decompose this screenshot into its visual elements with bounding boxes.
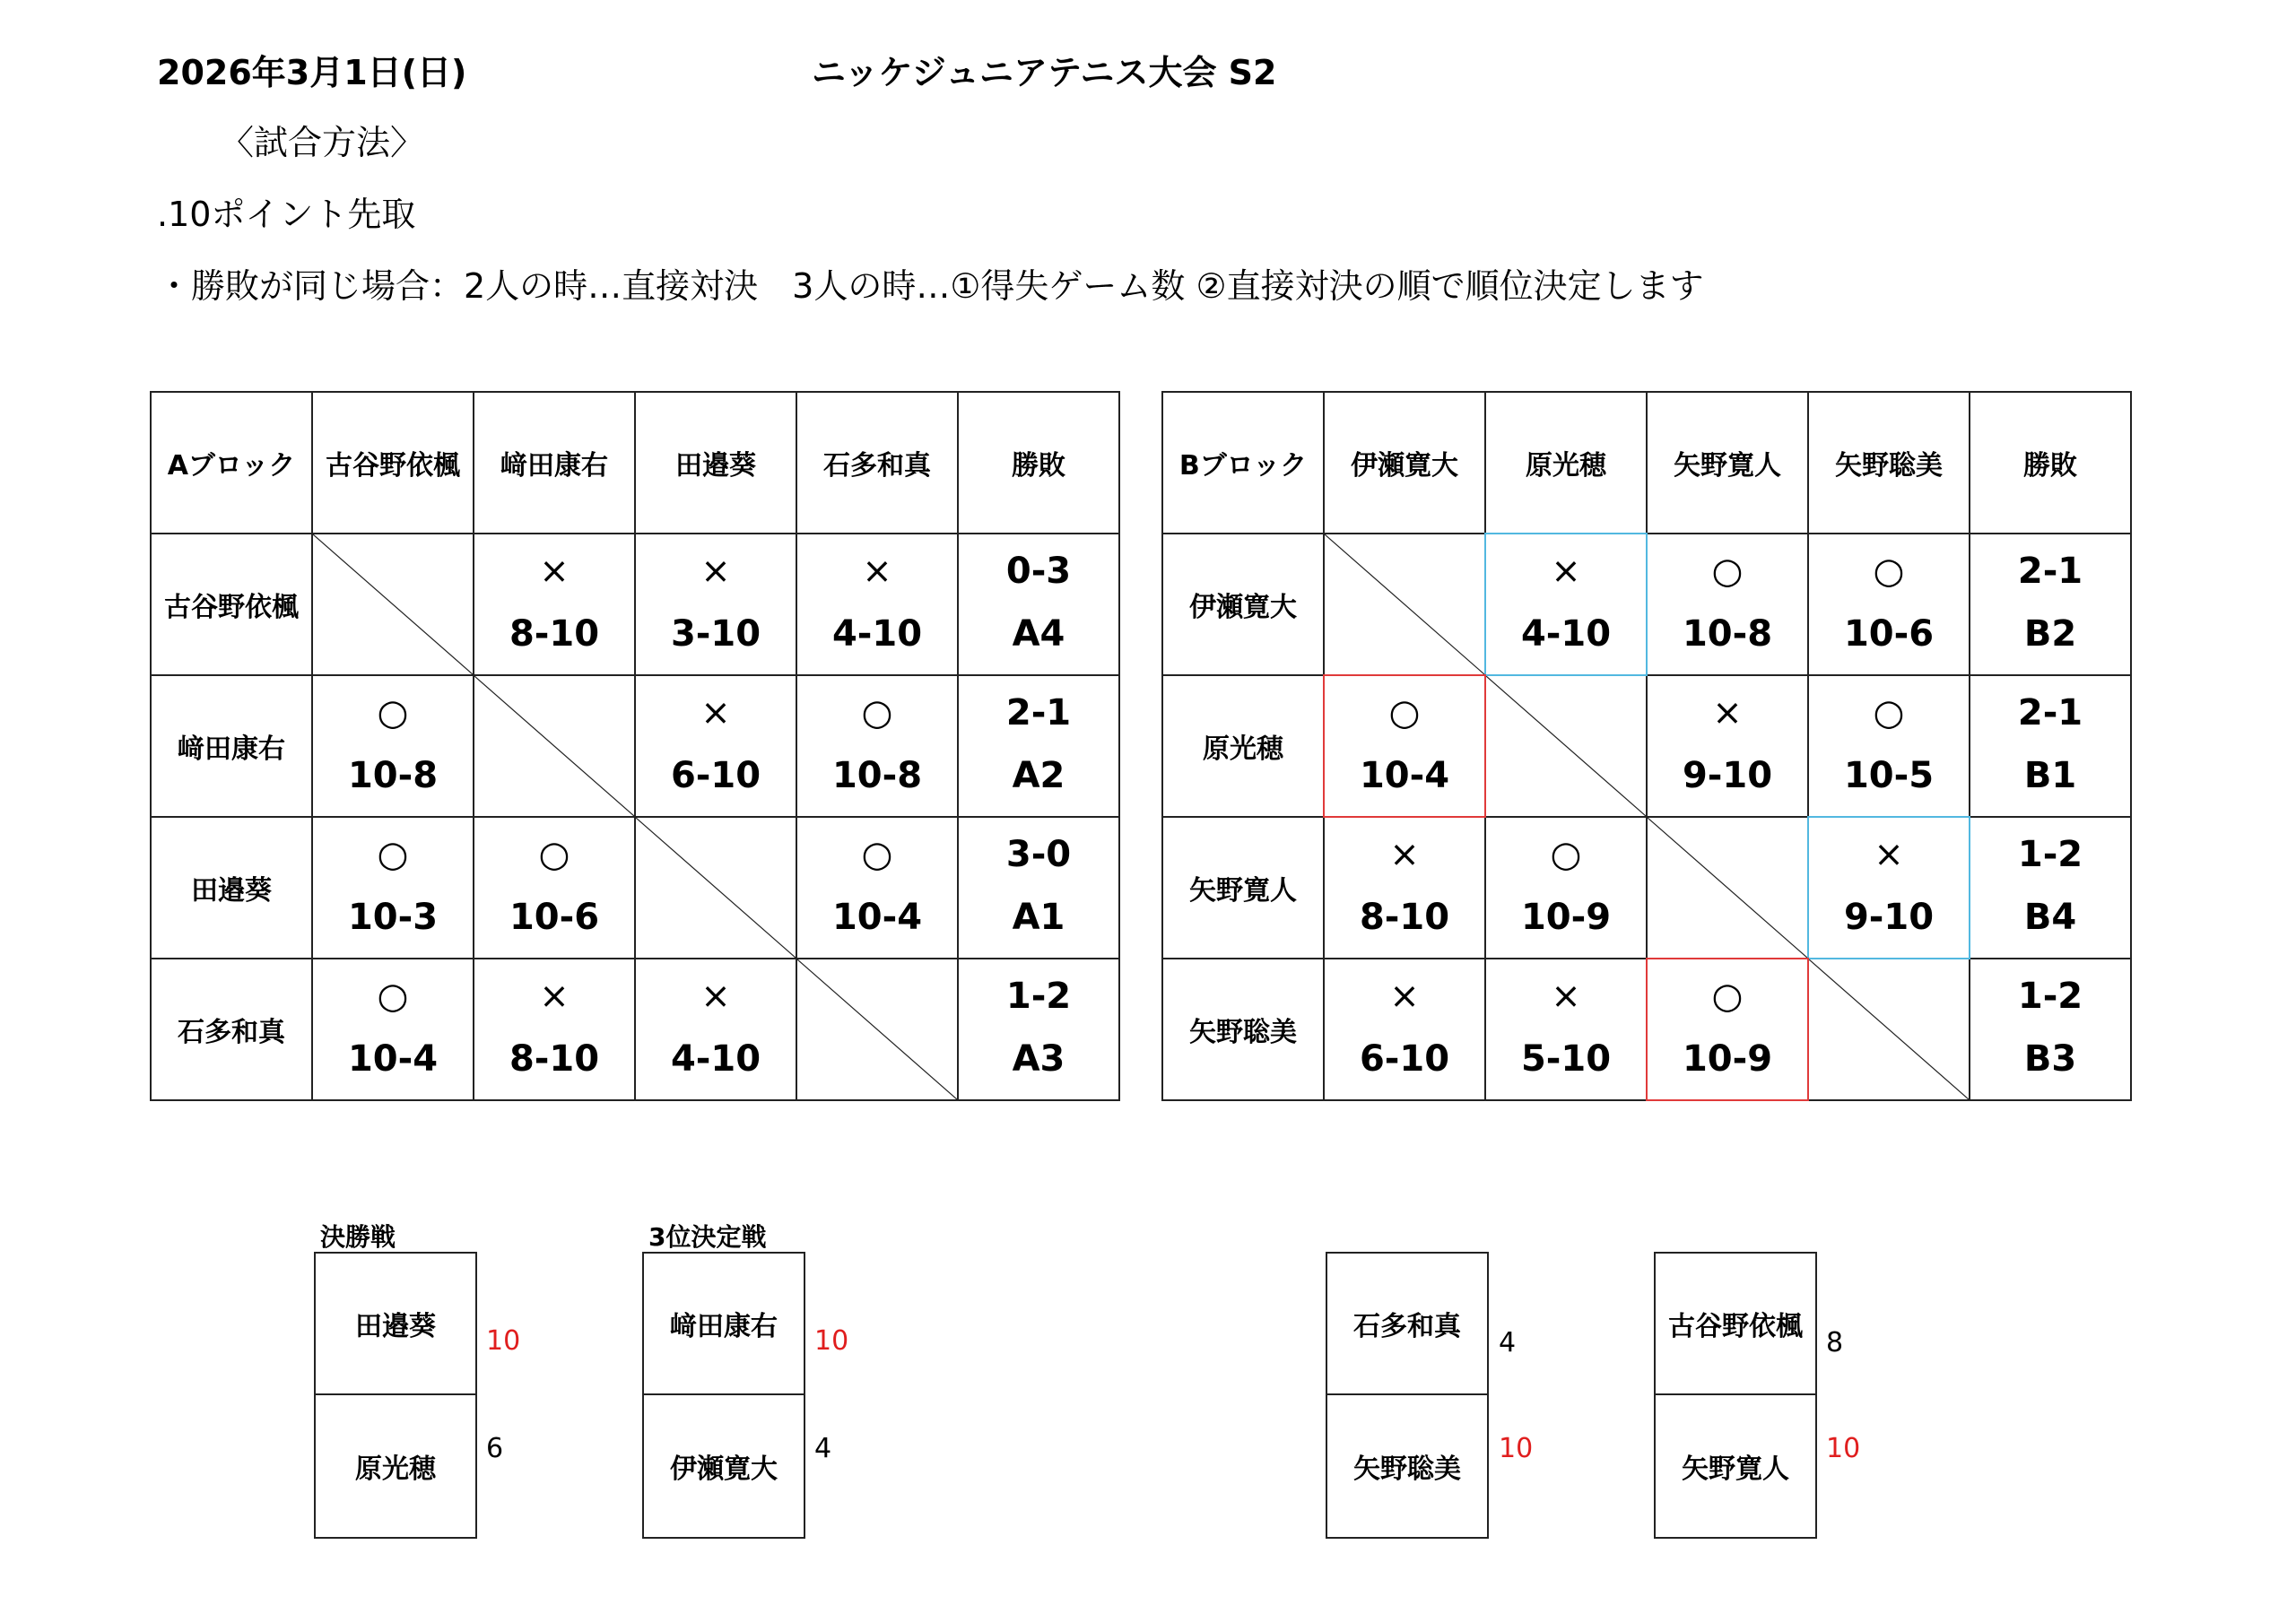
block-a-header-row	[151, 392, 1119, 534]
result-mark: ×	[539, 976, 570, 1017]
match-cell	[635, 534, 796, 675]
third-place-match-box	[642, 1252, 805, 1539]
diagonal-cell	[1324, 534, 1485, 675]
block-rank: A3	[1012, 1038, 1065, 1080]
win-loss-record: 1-2	[2017, 834, 2083, 875]
diagonal-cell	[1647, 817, 1808, 959]
third-bottom-score: 4	[814, 1433, 832, 1464]
match-score: 10-4	[831, 897, 923, 938]
result-mark: ○	[377, 834, 409, 875]
block-a-label: Aブロック	[151, 392, 312, 534]
block-a-col-result: 勝敗	[958, 392, 1119, 534]
placement-bottom-player: 矢野寛人	[1682, 1454, 1789, 1485]
result-mark: ○	[861, 692, 893, 733]
win-loss-record: 1-2	[1005, 976, 1072, 1017]
win-loss-record: 2-1	[1005, 692, 1072, 733]
placement-bottom-score: 10	[1499, 1433, 1534, 1464]
match-score: 10-4	[347, 1038, 439, 1080]
result-cell	[958, 817, 1119, 959]
result-mark: ○	[538, 834, 570, 875]
match-cell	[635, 959, 796, 1100]
win-loss-record: 3-0	[1005, 834, 1072, 875]
match-score: 10-9	[1520, 897, 1612, 938]
match-cell	[1324, 959, 1485, 1100]
block-b-col-player: 矢野聡美	[1808, 392, 1970, 534]
placement-bottom-player: 矢野聡美	[1353, 1454, 1461, 1485]
match-cell	[1324, 817, 1485, 959]
match-score: 10-6	[509, 897, 600, 938]
placement-top-score: 8	[1826, 1327, 1844, 1358]
result-mark: ×	[1712, 692, 1743, 733]
rule-ten-points: .10ポイント先取	[157, 195, 416, 234]
result-mark: ○	[1873, 692, 1905, 733]
result-mark: ○	[1388, 692, 1421, 733]
result-mark: ×	[1389, 834, 1420, 875]
result-mark: ○	[377, 976, 409, 1017]
result-mark: ○	[861, 834, 893, 875]
match-score: 8-10	[509, 1038, 600, 1080]
match-cell	[474, 959, 635, 1100]
match-cell	[1808, 534, 1970, 675]
final-label: 決勝戦	[320, 1222, 396, 1252]
third-top-player: 﨑田康右	[644, 1254, 804, 1395]
result-mark: ×	[1874, 834, 1904, 875]
match-score: 4-10	[831, 613, 923, 655]
block-b-row-player: 矢野寛人	[1162, 817, 1324, 959]
diagonal-cell	[312, 534, 474, 675]
result-cell	[958, 959, 1119, 1100]
match-score: 6-10	[670, 755, 761, 796]
result-mark: ○	[1873, 551, 1905, 592]
tournament-title: ニッケジュニアテニス大会 S2	[812, 53, 1277, 92]
block-b-header-row	[1162, 392, 2131, 534]
final-bottom-player: 原光穂	[355, 1454, 436, 1485]
match-cell	[1647, 959, 1808, 1100]
block-rank: A1	[1012, 897, 1065, 938]
block-b-table	[1161, 391, 2132, 1101]
match-score: 10-8	[1682, 613, 1773, 655]
blue-highlight	[1484, 533, 1648, 676]
match-score: 10-8	[831, 755, 923, 796]
third-place-label: 3位決定戦	[648, 1222, 767, 1252]
match-score: 9-10	[1843, 897, 1935, 938]
block-rank: B3	[2023, 1038, 2077, 1080]
block-a-row	[151, 534, 1119, 675]
block-b-row	[1162, 817, 2131, 959]
block-a-row-player: 石多和真	[151, 959, 312, 1100]
final-top-score: 10	[486, 1325, 521, 1357]
win-loss-record: 2-1	[2017, 551, 2083, 592]
blue-highlight	[1807, 816, 1970, 959]
final-match-box	[314, 1252, 477, 1539]
match-cell	[1324, 675, 1485, 817]
block-b-row-player: 伊瀬寛大	[1162, 534, 1324, 675]
result-cell	[958, 534, 1119, 675]
placement-match-box	[1654, 1252, 1817, 1539]
match-cell	[635, 675, 796, 817]
match-score: 8-10	[1359, 897, 1450, 938]
result-mark: ×	[539, 551, 570, 592]
block-b-row-player: 矢野聡美	[1162, 959, 1324, 1100]
match-score: 10-4	[1359, 755, 1450, 796]
block-b-label: Bブロック	[1162, 392, 1324, 534]
final-bottom-score: 6	[486, 1433, 504, 1464]
block-rank: A2	[1012, 755, 1065, 796]
placement-top-score: 4	[1499, 1327, 1517, 1358]
match-score: 4-10	[670, 1038, 761, 1080]
win-loss-record: 1-2	[2017, 976, 2083, 1017]
match-score: 3-10	[670, 613, 761, 655]
block-rank: A4	[1012, 613, 1065, 655]
result-cell	[958, 675, 1119, 817]
block-a-col-player: 田邉葵	[635, 392, 796, 534]
block-b-row	[1162, 959, 2131, 1100]
match-score: 5-10	[1520, 1038, 1612, 1080]
block-b-row-player: 原光穂	[1162, 675, 1324, 817]
result-cell	[1970, 817, 2131, 959]
block-rank: B1	[2023, 755, 2077, 796]
block-b-row	[1162, 675, 2131, 817]
third-bottom-player: 伊瀬寛大	[670, 1454, 778, 1485]
block-a-table	[150, 391, 1120, 1101]
match-cell	[796, 675, 958, 817]
match-score: 4-10	[1520, 613, 1612, 655]
match-score: 10-5	[1843, 755, 1935, 796]
diagonal-cell	[635, 817, 796, 959]
result-mark: ×	[700, 976, 731, 1017]
rule-tiebreak: ・勝敗が同じ場合：2人の時…直接対決 3人の時…①得失ゲーム数 ②直接対決の順で順位決定します	[157, 266, 1704, 306]
match-cell	[1808, 675, 1970, 817]
placement-top-player: 古谷野依楓	[1656, 1254, 1815, 1395]
match-score: 9-10	[1682, 755, 1773, 796]
result-cell	[1970, 959, 2131, 1100]
match-score: 10-3	[347, 897, 439, 938]
block-rank: B4	[2023, 897, 2077, 938]
result-mark: ○	[1550, 834, 1582, 875]
result-mark: ×	[700, 551, 731, 592]
match-cell	[1485, 817, 1647, 959]
block-b-col-result: 勝敗	[1970, 392, 2131, 534]
match-cell	[1647, 675, 1808, 817]
result-mark: ×	[700, 692, 731, 733]
match-score: 8-10	[509, 613, 600, 655]
match-cell	[312, 959, 474, 1100]
match-score: 10-6	[1843, 613, 1935, 655]
match-cell	[474, 534, 635, 675]
block-rank: B2	[2023, 613, 2077, 655]
result-mark: ○	[377, 692, 409, 733]
match-score: 6-10	[1359, 1038, 1450, 1080]
final-top-player: 田邉葵	[316, 1254, 475, 1395]
block-b-col-player: 原光穂	[1485, 392, 1647, 534]
block-a-row-player: 田邉葵	[151, 817, 312, 959]
diagonal-cell	[1485, 675, 1647, 817]
match-cell	[796, 534, 958, 675]
block-a-col-player: 石多和真	[796, 392, 958, 534]
result-mark: ○	[1711, 976, 1744, 1017]
block-a-col-player: 古谷野依楓	[312, 392, 474, 534]
win-loss-record: 0-3	[1005, 551, 1072, 592]
result-mark: ×	[1551, 976, 1581, 1017]
match-cell	[1808, 817, 1970, 959]
placement-match-box	[1326, 1252, 1489, 1539]
block-b-row	[1162, 534, 2131, 675]
placement-top-player: 石多和真	[1327, 1254, 1487, 1395]
block-a-row-player: 﨑田康右	[151, 675, 312, 817]
red-highlight	[1646, 958, 1809, 1101]
match-cell	[474, 817, 635, 959]
block-a-col-player: 﨑田康右	[474, 392, 635, 534]
match-cell	[1485, 959, 1647, 1100]
result-mark: ×	[1551, 551, 1581, 592]
block-b-col-player: 矢野寛人	[1647, 392, 1808, 534]
block-a-row	[151, 817, 1119, 959]
match-score: 10-8	[347, 755, 439, 796]
red-highlight	[1323, 674, 1486, 818]
result-mark: ×	[1389, 976, 1420, 1017]
result-cell	[1970, 534, 2131, 675]
placement-bottom-score: 10	[1826, 1433, 1861, 1464]
tournament-date: 2026年3月1日(日)	[157, 53, 467, 92]
match-cell	[312, 675, 474, 817]
block-a-row	[151, 959, 1119, 1100]
result-mark: ×	[862, 551, 892, 592]
block-a-row	[151, 675, 1119, 817]
diagonal-cell	[1808, 959, 1970, 1100]
match-cell	[312, 817, 474, 959]
third-top-score: 10	[814, 1325, 849, 1357]
diagonal-cell	[796, 959, 958, 1100]
win-loss-record: 2-1	[2017, 692, 2083, 733]
match-cell	[796, 817, 958, 959]
match-method-heading: 〈試合方法〉	[220, 123, 425, 162]
match-cell	[1647, 534, 1808, 675]
match-cell	[1485, 534, 1647, 675]
match-score: 10-9	[1682, 1038, 1773, 1080]
result-cell	[1970, 675, 2131, 817]
diagonal-cell	[474, 675, 635, 817]
result-mark: ○	[1711, 551, 1744, 592]
block-b-col-player: 伊瀬寛大	[1324, 392, 1485, 534]
block-a-row-player: 古谷野依楓	[151, 534, 312, 675]
